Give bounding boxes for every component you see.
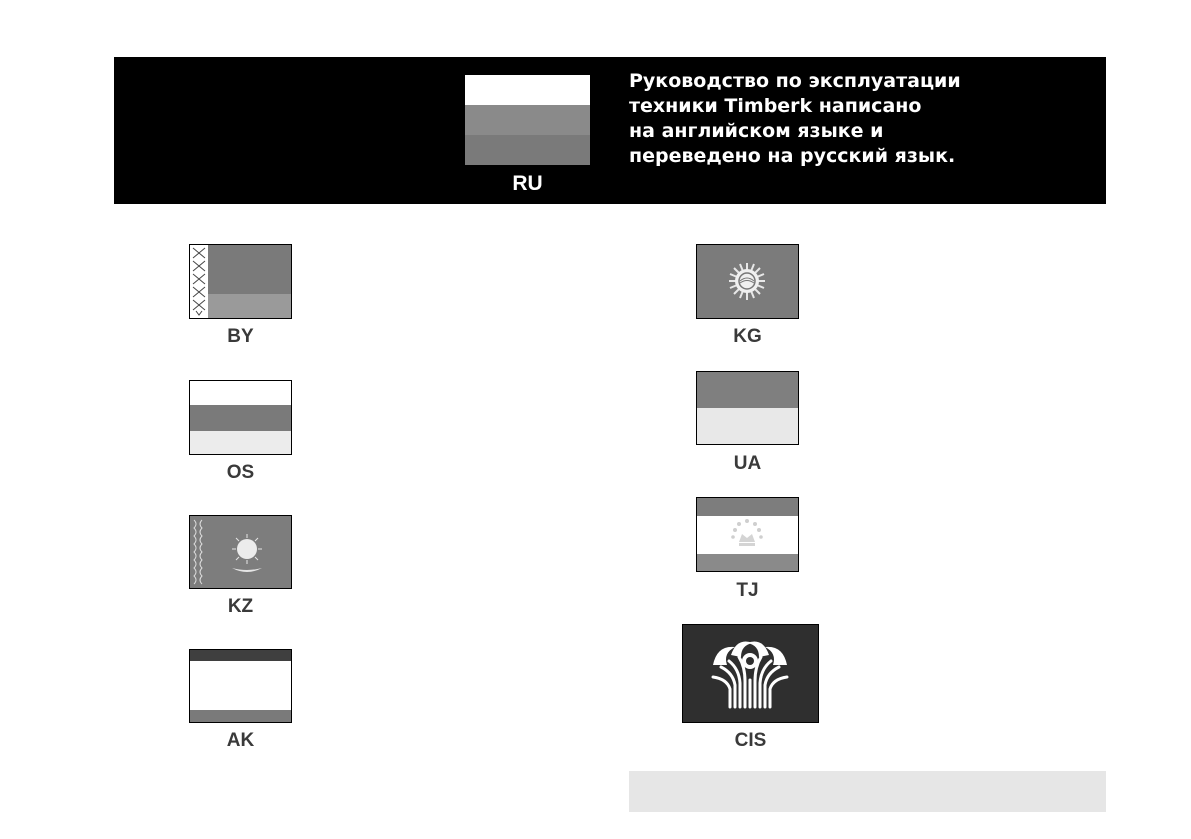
footer-bar [629, 771, 1106, 812]
banner-text-line: на английском языке и [629, 120, 884, 142]
belarus-flag-icon [189, 244, 292, 319]
banner-text-line: переведено на русский язык. [629, 145, 956, 167]
abkhazia-flag-icon [189, 649, 292, 723]
flag-code-ru: RU [512, 172, 543, 195]
language-banner [114, 57, 1106, 204]
flag-code-os: OS [226, 462, 255, 483]
flag-code-ua: UA [733, 453, 762, 474]
russia-flag-icon [465, 75, 590, 165]
flag-code-kz: KZ [227, 596, 254, 617]
kazakhstan-flag-icon [189, 515, 292, 589]
flag-code-by: BY [227, 326, 254, 347]
south-ossetia-flag-icon [189, 380, 292, 455]
banner-text-line: Руководство по эксплуатации [629, 70, 961, 92]
banner-description [629, 69, 1049, 169]
flag-code-tj: TJ [736, 580, 759, 601]
ukraine-flag-icon [696, 371, 799, 445]
banner-text-line: техники Timberk написано [629, 95, 922, 117]
cis-emblem-icon [682, 624, 819, 723]
flag-code-cis: CIS [734, 730, 767, 751]
kyrgyzstan-flag-icon [696, 244, 799, 319]
flag-code-ak: AK [226, 730, 255, 751]
flag-code-kg: KG [733, 326, 762, 347]
tajikistan-flag-icon [696, 497, 799, 572]
